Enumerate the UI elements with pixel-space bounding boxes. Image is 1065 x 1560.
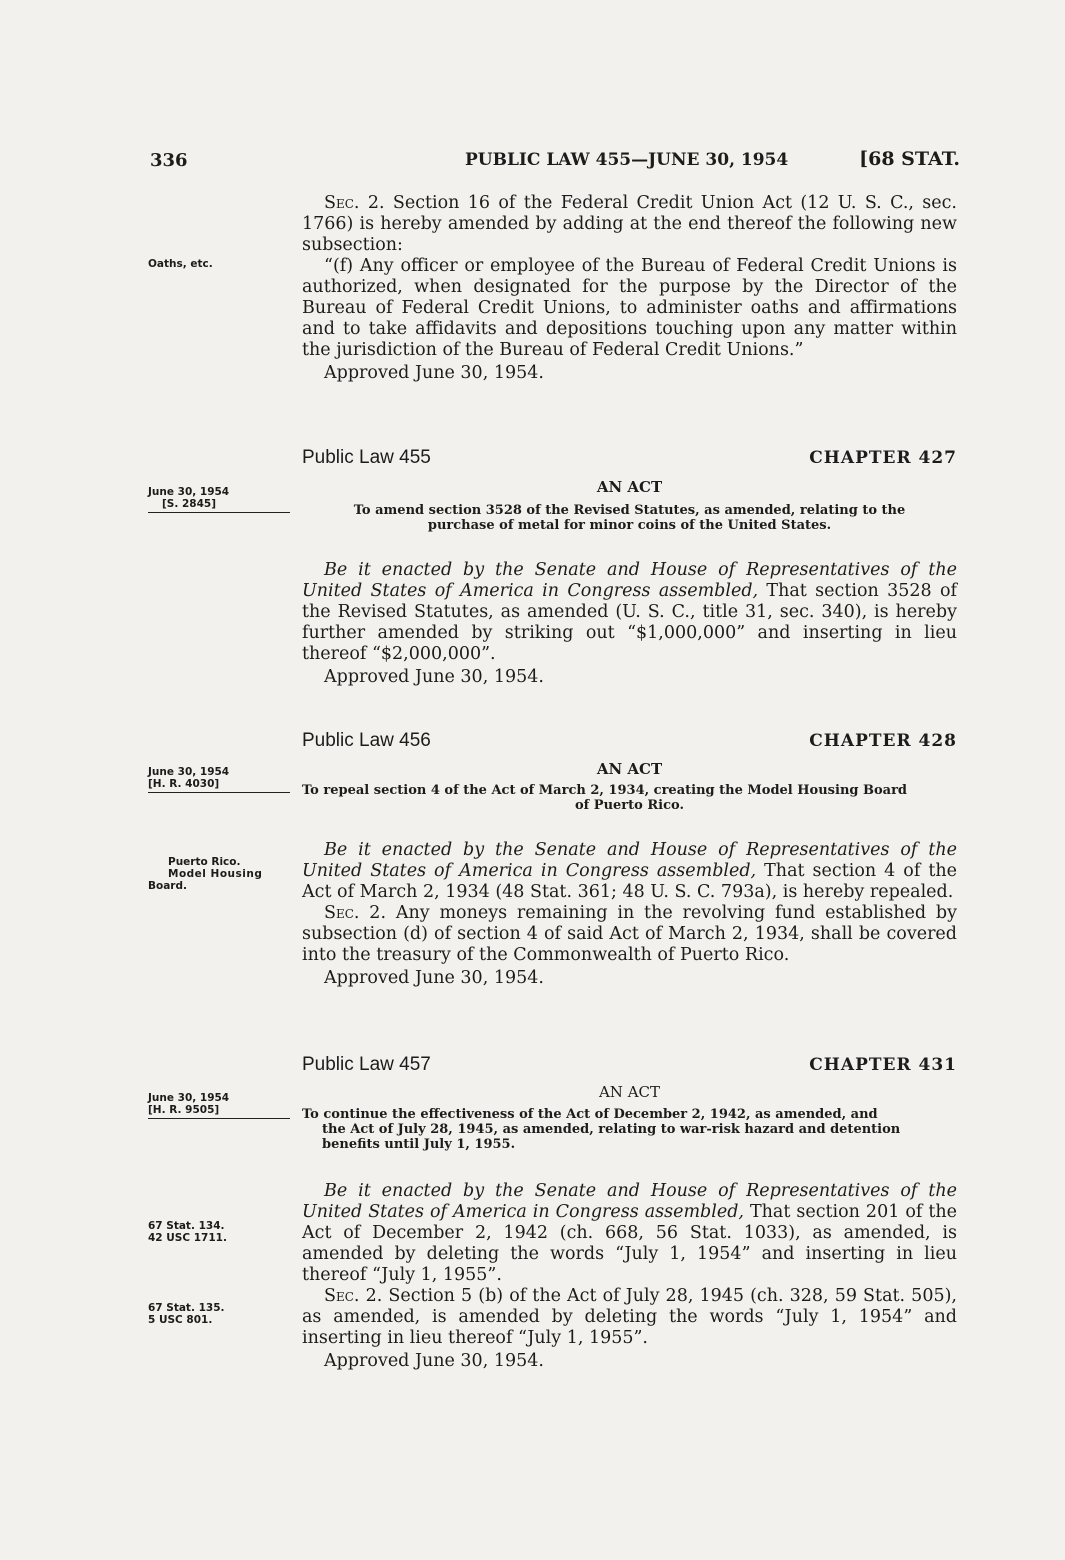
public-law-title: Public Law 457: [302, 1054, 431, 1075]
enacting-clause: Be it enacted by the Senate and House of Representatives of the United States of America in Congress assembled,: [302, 560, 957, 601]
law-heading-456: [302, 730, 957, 756]
approval-line: Approved June 30, 1954.: [324, 968, 544, 988]
approval-line: Approved June 30, 1954.: [324, 667, 544, 687]
law-456-body: [302, 840, 957, 989]
margin-note-line: Model Housing: [168, 868, 263, 880]
enacting-paragraph: [302, 560, 957, 665]
section-2-credit-union: [302, 193, 957, 384]
purpose-line: To continue the effectiveness of the Act of December 2, 1942, as amended, and: [302, 1107, 878, 1122]
margin-note-stat-135: [148, 1302, 290, 1326]
approval-line: Approved June 30, 1954.: [324, 1351, 544, 1371]
public-law-title: Public Law 456: [302, 730, 431, 751]
public-law-title: Public Law 455: [302, 447, 431, 468]
margin-note-line: 67 Stat. 134.: [148, 1220, 225, 1232]
bill-number: [S. 2845]: [162, 498, 217, 510]
page-header: [150, 146, 960, 176]
margin-note-oaths: [148, 258, 290, 270]
page-number: 336: [150, 150, 188, 171]
subsection-f: “(f) Any officer or employee of the Bureau of Federal Credit Unions is authorized, when designated for the purpose by the Director of the Bureau of Federal Credit Unions, to administer oaths and affirmations and to take affidavits and depositions touching upon any matter within the jurisdiction of the Bureau of Federal Credit Unions.”: [302, 256, 957, 360]
section-label: Sec. 2.: [324, 1286, 383, 1306]
bill-date: June 30, 1954: [148, 766, 230, 778]
enacting-clause: Be it enacted by the Senate and House of Representatives of the United States of America in Congress assembled,: [302, 840, 957, 881]
margin-note-puerto-rico: [148, 856, 290, 892]
bill-date: June 30, 1954: [148, 1092, 230, 1104]
bill-number: [H. R. 4030]: [148, 778, 220, 790]
margin-note-pl456: [148, 766, 290, 793]
law-text: That section 3528 of the Revised Statutes, as amended (U. S. C., title 31, sec. 340), is hereby further amended by striking out “$1,000,000” and inserting in lieu thereof “$2,000,000”.: [302, 581, 957, 664]
enacting-clause: Be it enacted by the Senate and House of Representatives of the United States of America in Congress assembled,: [302, 1181, 957, 1222]
law-heading-455: [302, 447, 957, 473]
margin-note-pl457: [148, 1092, 290, 1119]
section-label: Sec. 2.: [324, 193, 385, 213]
section-paragraph: [302, 1286, 957, 1349]
bill-number: [H. R. 9505]: [148, 1104, 220, 1116]
margin-note-line: 5 USC 801.: [148, 1314, 213, 1326]
section-text: Any moneys remaining in the revolving fund established by subsection (d) of section 4 of said Act of March 2, 1934, shall be covered into the treasury of the Commonwealth of Puerto Rico.: [302, 903, 957, 965]
margin-note-line: 42 USC 1711.: [148, 1232, 227, 1244]
running-head: PUBLIC LAW 455—JUNE 30, 1954: [465, 150, 789, 170]
act-purpose: [302, 783, 957, 813]
purpose-line: of Puerto Rico.: [575, 798, 684, 813]
law-heading-457: [302, 1054, 957, 1080]
law-455-body: [302, 560, 957, 688]
section-text: Section 5 (b) of the Act of July 28, 1945 (ch. 328, 59 Stat. 505), as amended, is amended by deleting the words “July 1, 1954” and inserting in lieu thereof “July 1, 1955”.: [302, 1286, 957, 1348]
law-text: That section 4 of the Act of March 2, 1934 (48 Stat. 361; 48 U. S. C. 793a), is hereby repealed.: [302, 861, 957, 902]
margin-note-text: Oaths, etc.: [148, 258, 213, 270]
section-label: Sec. 2.: [324, 903, 387, 923]
enacting-paragraph: [302, 1181, 957, 1286]
enacting-paragraph: [302, 840, 957, 903]
an-act-heading: AN ACT: [596, 760, 663, 778]
section-text: Section 16 of the Federal Credit Union Act (12 U. S. C., sec. 1766) is hereby amended by adding at the end thereof the following new subsection:: [302, 193, 957, 255]
bill-date: June 30, 1954: [148, 486, 230, 498]
purpose-line: purchase of metal for minor coins of the United States.: [427, 518, 832, 533]
chapter-number: CHAPTER 431: [809, 1055, 957, 1075]
chapter-number: CHAPTER 428: [809, 731, 957, 751]
chapter-number: CHAPTER 427: [809, 448, 957, 468]
approval-line: Approved June 30, 1954.: [324, 363, 544, 383]
act-purpose: [302, 503, 957, 533]
margin-note-line: 67 Stat. 135.: [148, 1302, 225, 1314]
law-text: That section 201 of the Act of December 2, 1942 (ch. 668, 56 Stat. 1033), as amended, is amended by deleting the words “July 1, 1954” and inserting in lieu thereof “July 1, 1955”.: [302, 1202, 957, 1285]
purpose-line: To amend section 3528 of the Revised Statutes, as amended, relating to the: [353, 503, 906, 518]
margin-note-line: Board.: [148, 880, 187, 892]
section-paragraph: [302, 903, 957, 966]
an-act-heading: AN ACT: [598, 1083, 661, 1101]
statute-reference: [68 STAT.: [859, 148, 960, 170]
act-purpose: [302, 1107, 957, 1152]
law-457-body: [302, 1181, 957, 1372]
purpose-line: the Act of July 28, 1945, as amended, relating to war-risk hazard and detention: [322, 1122, 901, 1137]
an-act-heading: AN ACT: [596, 478, 663, 496]
margin-note-line: Puerto Rico.: [168, 856, 241, 868]
margin-note-pl455: [148, 486, 290, 513]
section-paragraph: [302, 193, 957, 256]
purpose-line: benefits until July 1, 1955.: [322, 1137, 516, 1152]
margin-note-stat-134: [148, 1220, 290, 1244]
purpose-line: To repeal section 4 of the Act of March 2, 1934, creating the Model Housing Board: [302, 783, 908, 798]
